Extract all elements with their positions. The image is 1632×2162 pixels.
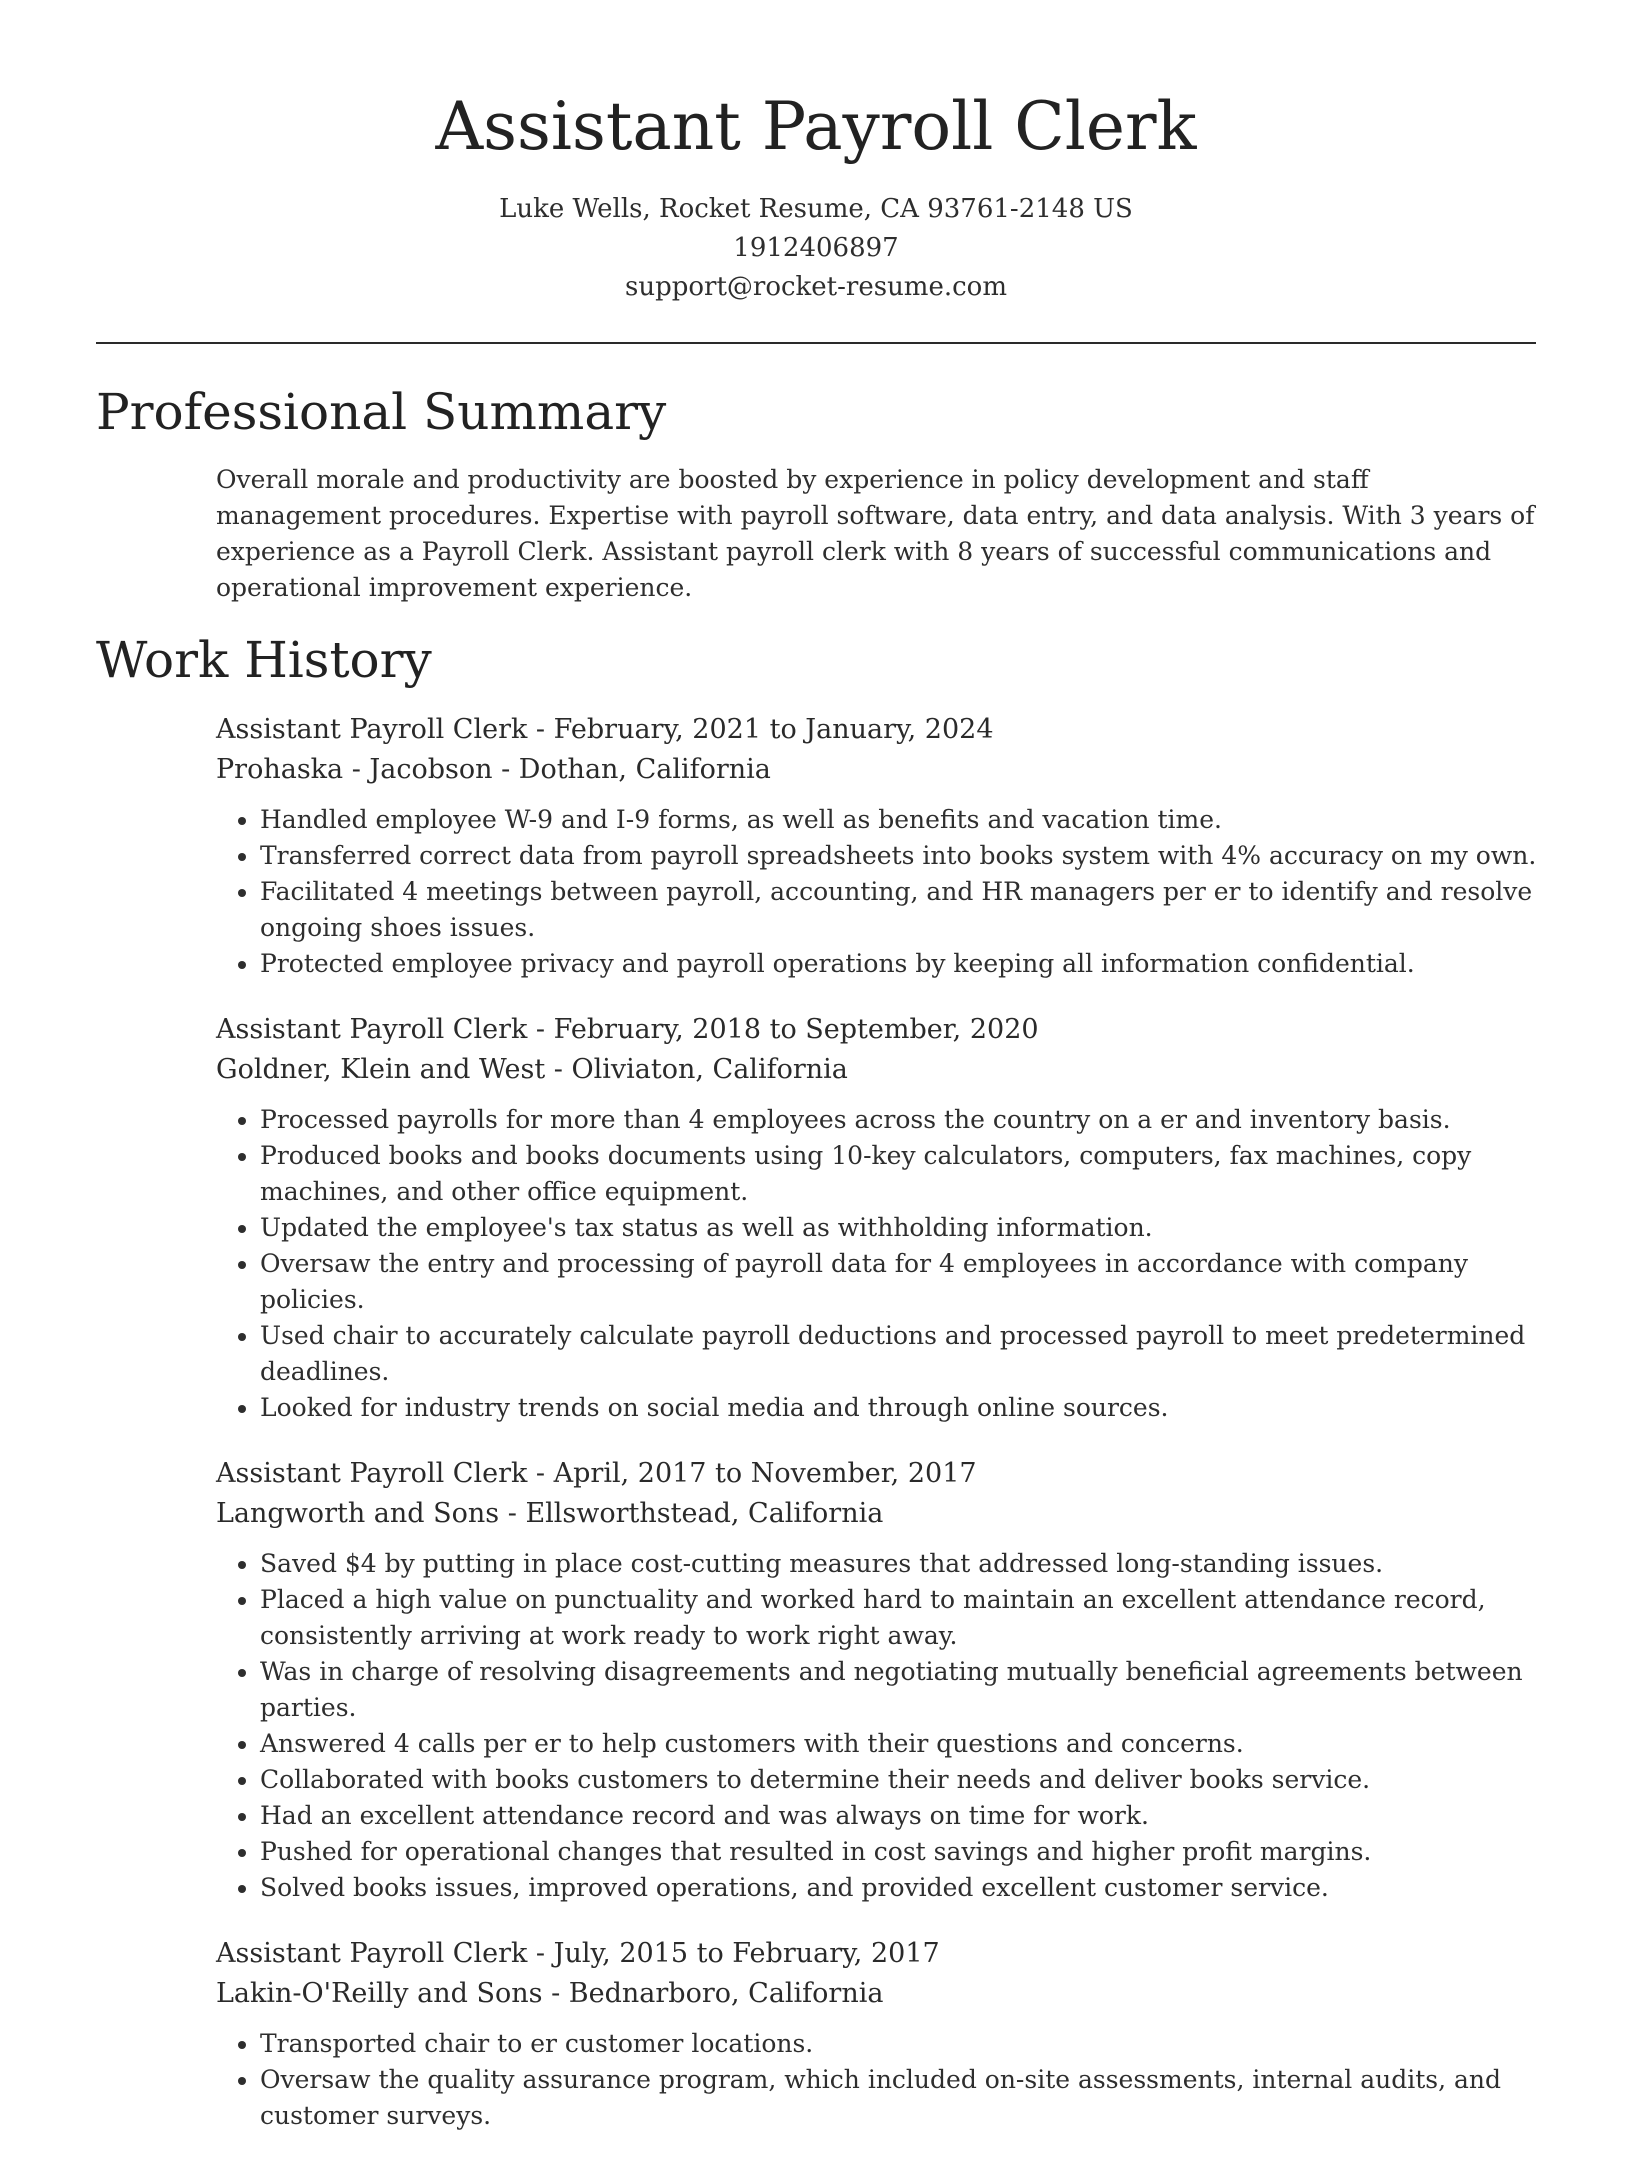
job-company: Goldner, Klein and West	[216, 1054, 546, 1085]
job-bullet: • Solved books issues, improved operations, and provided excellent customer service.	[260, 1870, 1538, 1906]
job-bullet: • Processed payrolls for more than 4 employees across the country on a er and inventory basis.	[260, 1102, 1538, 1138]
contact-block	[0, 190, 1632, 307]
job-entry	[216, 1010, 1538, 1426]
work-history-heading: Work History	[96, 631, 432, 689]
job-company-line	[216, 1050, 1538, 1090]
job-dates: February, 2018 to September, 2020	[553, 1014, 1039, 1045]
job-location: Oliviaton, California	[571, 1054, 848, 1085]
job-bullet: • Pushed for operational changes that resulted in cost savings and higher profit margins.	[260, 1834, 1538, 1870]
job-bullet: • Handled employee W-9 and I-9 forms, as well as benefits and vacation time.	[260, 802, 1538, 838]
contact-email: support@rocket-resume.com	[624, 272, 1007, 302]
job-company: Langworth and Sons	[216, 1498, 500, 1529]
job-title: Assistant Payroll Clerk	[216, 1458, 528, 1489]
job-bullet: • Transported chair to er customer locations.	[260, 2026, 1538, 2062]
job-title-line	[216, 1934, 1538, 1974]
job-bullet: • Answered 4 calls per er to help customers with their questions and concerns.	[260, 1726, 1538, 1762]
job-bullet: • Had an excellent attendance record and was always on time for work.	[260, 1798, 1538, 1834]
job-bullet: • Facilitated 4 meetings between payroll, accounting, and HR managers per er to identify and resolve ongoing shoes issues.	[260, 874, 1538, 946]
job-bullets	[216, 1546, 1538, 1906]
job-separator: -	[545, 1054, 572, 1085]
job-separator: -	[492, 754, 519, 785]
job-bullet: • Protected employee privacy and payroll operations by keeping all information confidential.	[260, 946, 1538, 982]
job-company-line	[216, 1494, 1538, 1534]
summary-heading: Professional Summary	[96, 383, 667, 441]
job-entry	[216, 1454, 1538, 1906]
job-bullet: • Produced books and books documents using 10-key calculators, computers, fax machines, copy machines, and other office equipment.	[260, 1138, 1538, 1210]
job-separator: -	[527, 1014, 554, 1045]
job-title-line	[216, 710, 1538, 750]
job-title: Assistant Payroll Clerk	[216, 714, 528, 745]
job-separator: -	[527, 1458, 554, 1489]
job-company-line	[216, 750, 1538, 790]
work-history-list	[216, 710, 1538, 2162]
job-title: Assistant Payroll Clerk	[216, 1014, 528, 1045]
job-bullet: • Oversaw the entry and processing of payroll data for 4 employees in accordance with company policies.	[260, 1246, 1538, 1318]
job-company: Lakin-O'Reilly and Sons	[216, 1978, 543, 2009]
resume-header	[0, 0, 1632, 307]
header-divider	[96, 342, 1536, 344]
job-bullet: • Placed a high value on punctuality and worked hard to maintain an excellent attendance record, consistently arriving at work ready to work right away.	[260, 1582, 1538, 1654]
job-location: Ellsworthstead, California	[525, 1498, 884, 1529]
job-bullet: • Looked for industry trends on social media and through online sources.	[260, 1390, 1538, 1426]
job-bullet: • Transferred correct data from payroll spreadsheets into books system with 4% accuracy on my own.	[260, 838, 1538, 874]
job-bullet: • Updated the employee's tax status as well as withholding information.	[260, 1210, 1538, 1246]
job-dates: February, 2021 to January, 2024	[553, 714, 994, 745]
job-separator: -	[527, 714, 554, 745]
job-dates: April, 2017 to November, 2017	[553, 1458, 977, 1489]
job-title-line	[216, 1010, 1538, 1050]
job-bullet: • Collaborated with books customers to determine their needs and deliver books service.	[260, 1762, 1538, 1798]
job-separator: -	[527, 1938, 554, 1969]
job-bullets	[216, 1102, 1538, 1426]
summary-text: Overall morale and productivity are boosted by experience in policy development and staff management procedures. Expertise with payroll software, data entry, and data analysis. With 3 years of experience as a Payroll Clerk. Assistant payroll clerk with 8 years of successful communications and operational improvement experience.	[216, 465, 1535, 602]
job-company: Prohaska - Jacobson	[216, 754, 493, 785]
job-separator: -	[499, 1498, 526, 1529]
job-title-line	[216, 1454, 1538, 1494]
job-location: Bednarboro, California	[568, 1978, 884, 2009]
job-dates: July, 2015 to February, 2017	[553, 1938, 940, 1969]
job-bullet: • Was in charge of resolving disagreements and negotiating mutually beneficial agreements between parties.	[260, 1654, 1538, 1726]
job-bullets	[216, 2026, 1538, 2134]
contact-address: Luke Wells, Rocket Resume, CA 93761-2148 US	[499, 194, 1133, 224]
job-entry	[216, 1934, 1538, 2134]
job-separator: -	[542, 1978, 569, 2009]
contact-phone: 1912406897	[733, 233, 899, 263]
job-bullet: • Used chair to accurately calculate payroll deductions and processed payroll to meet predetermined deadlines.	[260, 1318, 1538, 1390]
job-location: Dothan, California	[518, 754, 771, 785]
job-bullet: • Saved $4 by putting in place cost-cutting measures that addressed long-standing issues.	[260, 1546, 1538, 1582]
job-title: Assistant Payroll Clerk	[216, 1938, 528, 1969]
job-company-line	[216, 1974, 1538, 2014]
job-bullets	[216, 802, 1538, 982]
job-entry	[216, 710, 1538, 982]
resume-title: Assistant Payroll Clerk	[435, 88, 1197, 165]
job-bullet: • Oversaw the quality assurance program, which included on-site assessments, internal audits, and customer surveys.	[260, 2062, 1538, 2134]
